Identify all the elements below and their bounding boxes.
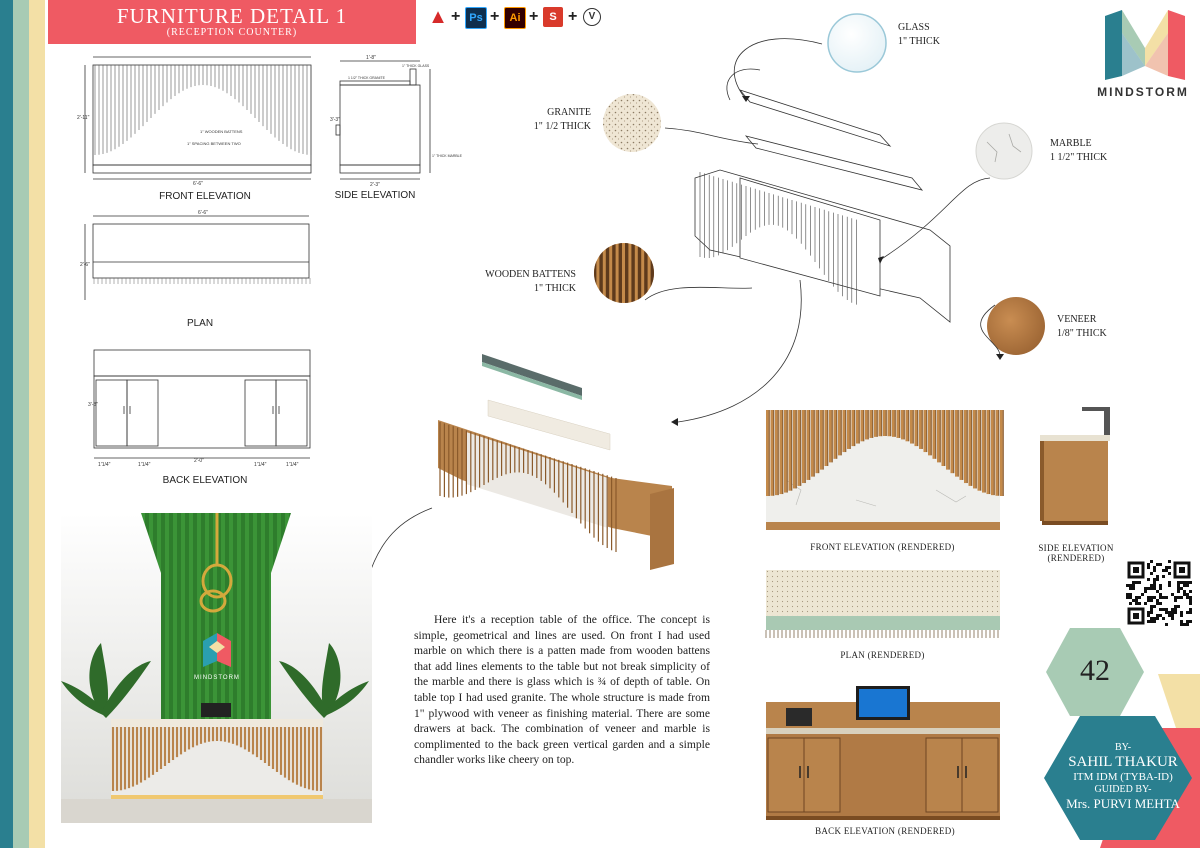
front-elevation-rendered-label: FRONT ELEVATION (RENDERED) xyxy=(810,542,955,552)
svg-text:6'-6": 6'-6" xyxy=(193,181,203,187)
page-subtitle: (RECEPTION COUNTER) xyxy=(166,27,298,38)
sketchup-icon: S xyxy=(543,7,563,27)
left-stripe-sage xyxy=(13,0,29,848)
front-elevation-label: FRONT ELEVATION xyxy=(159,191,251,202)
svg-text:1'-8": 1'-8" xyxy=(366,55,376,61)
left-stripe-cream xyxy=(29,0,45,848)
guide-name: Mrs. PURVI MEHTA xyxy=(1066,796,1180,811)
marble-label: MARBLE 1 1/2" THICK xyxy=(1050,138,1108,163)
front-elevation-rendered xyxy=(766,410,1000,530)
side-elevation-label: SIDE ELEVATION xyxy=(334,190,416,201)
left-stripe-teal xyxy=(0,0,13,848)
plan-label: PLAN xyxy=(186,318,214,329)
back-elevation-label: BACK ELEVATION xyxy=(162,475,248,486)
plan-rendered-label: PLAN (RENDERED) xyxy=(840,650,925,660)
back-elevation-drawing xyxy=(88,340,328,475)
exploded-3d-render xyxy=(432,350,682,580)
front-elevation-drawing xyxy=(75,55,330,185)
qr-code[interactable] xyxy=(1126,560,1192,626)
svg-text:1'1/4": 1'1/4" xyxy=(254,462,267,468)
svg-text:1'1/4": 1'1/4" xyxy=(138,462,151,468)
svg-text:3'-3": 3'-3" xyxy=(88,402,98,408)
back-elevation-rendered xyxy=(766,684,1000,820)
svg-text:1'1/4": 1'1/4" xyxy=(98,462,111,468)
illustrator-icon: Ai xyxy=(504,7,526,29)
mindstorm-logo xyxy=(1100,8,1190,88)
svg-text:1" THICK MARBLE: 1" THICK MARBLE xyxy=(432,154,462,158)
side-elevation-rendered-label: SIDE ELEVATION (RENDERED) xyxy=(1038,543,1114,563)
svg-text:1" SPACING BETWEEN TWO: 1" SPACING BETWEEN TWO xyxy=(187,141,241,146)
guided-label: GUIDED BY- xyxy=(1094,784,1152,795)
veneer-label: VENEER 1/8" THICK xyxy=(1057,314,1107,339)
svg-text:2'-3": 2'-3" xyxy=(370,182,380,188)
back-elevation-rendered-label: BACK ELEVATION (RENDERED) xyxy=(815,826,955,836)
brand-name: MINDSTORM xyxy=(1097,85,1189,99)
vray-icon: V xyxy=(583,8,601,26)
svg-text:1'1/4": 1'1/4" xyxy=(286,462,299,468)
svg-text:2'-0": 2'-0" xyxy=(194,458,204,464)
institute: ITM IDM (TYBA-ID) xyxy=(1073,771,1173,783)
author-name: SAHIL THAKUR xyxy=(1068,754,1178,770)
page-title: FURNITURE DETAIL 1 xyxy=(116,4,348,28)
credits xyxy=(1050,742,1196,812)
description-paragraph: Here it's a reception table of the office. The concept is simple, geometrical and lines are used. On front I had used marble on which there is a patten made from wooden battens that add lines elements to the table but not break simplicity of the marble and there is glass which is ¾ of depth of table. On table top I had used granite. The whole structure is made from 1" plywood with veneer as finishing material. There are some drawers at back. The combination of veneer and marble is complimented to the back green vertical garden and a simple chandler works like cheery on top. xyxy=(414,613,710,767)
svg-text:6'-6": 6'-6" xyxy=(198,210,208,216)
by-label: BY- xyxy=(1114,742,1132,753)
plan-rendered xyxy=(766,570,1000,640)
svg-text:2'-6": 2'-6" xyxy=(80,262,90,268)
wooden-battens-label: WOODEN BATTENS 1" THICK xyxy=(485,269,576,294)
glass-label: GLASS 1" THICK xyxy=(898,22,940,47)
software-strip: ▲ + Ps + Ai + S + V xyxy=(428,0,618,34)
svg-text:1" WOODEN BATTENS: 1" WOODEN BATTENS xyxy=(200,129,243,134)
svg-text:2'-11": 2'-11" xyxy=(77,115,90,121)
granite-label: GRANITE 1" 1/2 THICK xyxy=(533,107,591,132)
photoshop-icon: Ps xyxy=(465,7,487,29)
page-number: 42 xyxy=(1080,654,1110,687)
autocad-icon: ▲ xyxy=(428,6,448,28)
reception-render xyxy=(61,513,372,823)
svg-text:1 1/2" THICK GRANITE: 1 1/2" THICK GRANITE xyxy=(348,76,385,80)
plan-drawing xyxy=(80,210,330,320)
side-elevation-rendered xyxy=(1038,405,1118,527)
svg-text:MINDSTORM: MINDSTORM xyxy=(194,675,240,681)
svg-text:1" THICK GLASS: 1" THICK GLASS xyxy=(402,64,430,68)
svg-text:3'-3": 3'-3" xyxy=(330,117,340,123)
